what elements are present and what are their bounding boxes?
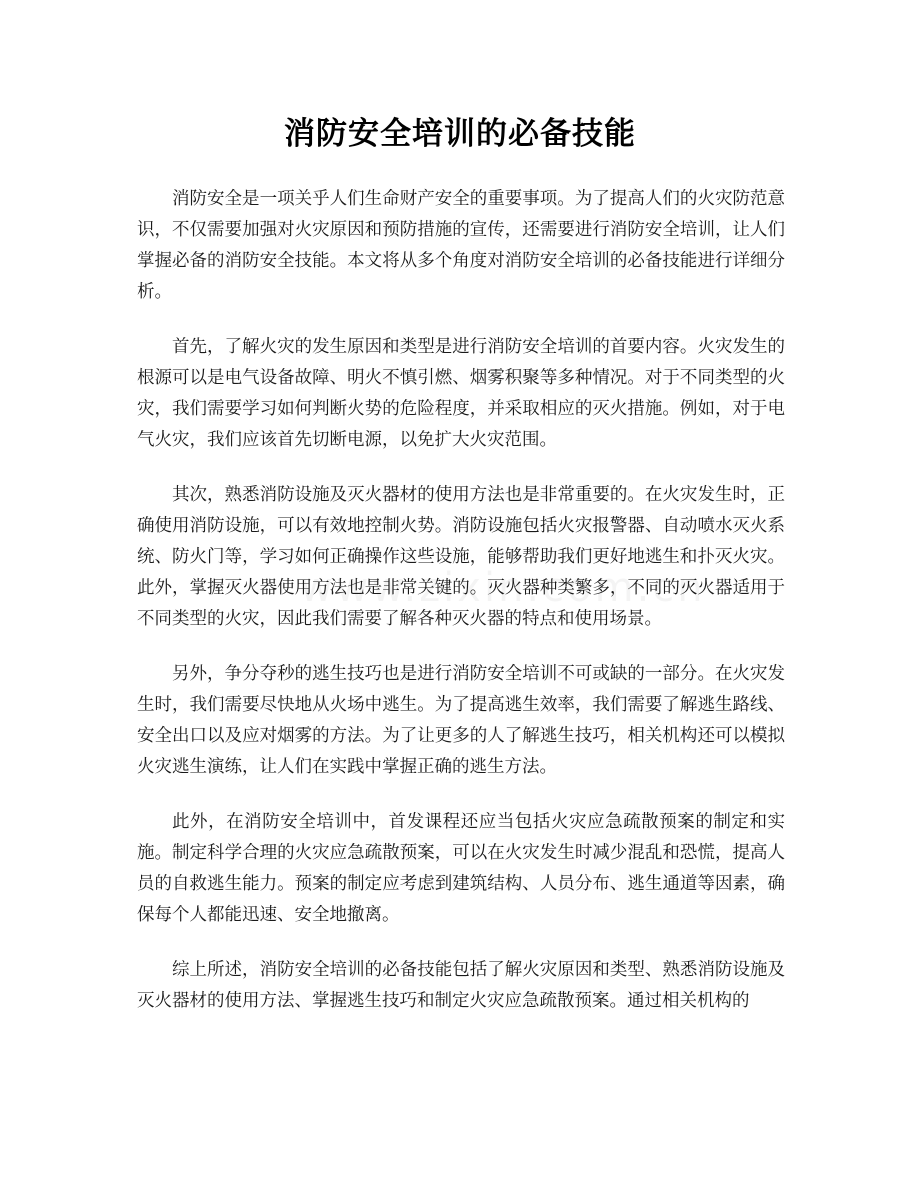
paragraph-2: 首先，了解火灾的发生原因和类型是进行消防安全培训的首要内容。火灾发生的根源可以是电气设备故障、明火不慎引燃、烟雾积聚等多种情况。对于不同类型的火灾，我们需要学习如何判断火势的危险程度，并采取相应的灭火措施。例如，对于电气火灾，我们应该首先切断电源，以免扩大火灾范围。: [137, 337, 785, 450]
document-title: 消防安全培训的必备技能: [284, 116, 636, 152]
paragraph-4: 另外，争分夺秒的逃生技巧也是进行消防安全培训不可或缺的一部分。在火灾发生时，我们需要尽快地从火场中逃生。为了提高逃生效率，我们需要了解逃生路线、安全出口以及应对烟雾的方法。为了让更多的人了解逃生技巧，相关机构还可以模拟火灾逃生演练，让人们在实践中掌握正确的逃生方法。: [137, 664, 785, 777]
paragraph-1: 消防安全是一项关乎人们生命财产安全的重要事项。为了提高人们的火灾防范意识，不仅需要加强对火灾原因和预防措施的宣传，还需要进行消防安全培训，让人们掌握必备的消防安全技能。本文将从多个角度对消防安全培训的必备技能进行详细分析。: [137, 189, 785, 302]
paragraph-3: 其次，熟悉消防设施及灭火器材的使用方法也是非常重要的。在火灾发生时，正确使用消防设施，可以有效地控制火势。消防设施包括火灾报警器、自动喷水灭火系统、防火门等，学习如何正确操作这些设施，能够帮助我们更好地逃生和扑灭火灾。此外，掌握灭火器使用方法也是非常关键的。灭火器种类繁多，不同的灭火器适用于不同类型的火灾，因此我们需要了解各种灭火器的特点和使用场景。: [137, 485, 785, 629]
document-body: [137, 184, 785, 1041]
paragraph-6: 综上所述，消防安全培训的必备技能包括了解火灾原因和类型、熟悉消防设施及灭火器材的使用方法、掌握逃生技巧和制定火灾应急疏散预案。通过相关机构的: [137, 960, 785, 1011]
paragraph-5: 此外，在消防安全培训中，首发课程还应当包括火灾应急疏散预案的制定和实施。制定科学合理的火灾应急疏散预案，可以在火灾发生时减少混乱和恐慌，提高人员的自救逃生能力。预案的制定应考虑到建筑结构、人员分布、逃生通道等因素，确保每个人都能迅速、安全地撤离。: [137, 812, 785, 925]
